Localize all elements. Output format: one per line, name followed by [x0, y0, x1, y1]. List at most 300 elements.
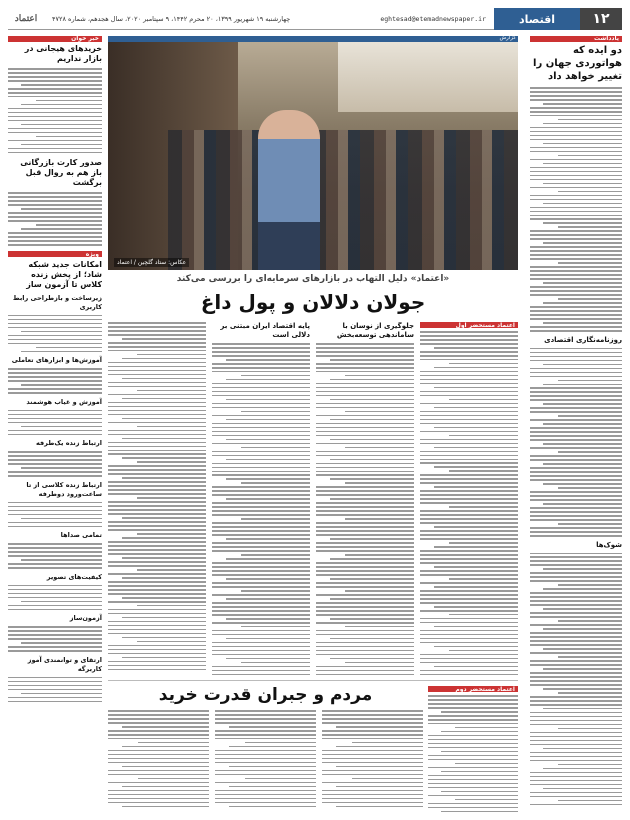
text-line — [8, 80, 102, 82]
text-line — [212, 407, 310, 409]
text-line — [543, 282, 622, 284]
text-line — [558, 155, 622, 157]
text-line — [530, 724, 622, 726]
text-line — [8, 339, 102, 341]
story-column-text — [428, 695, 518, 812]
text-line — [420, 482, 518, 484]
story-column — [212, 322, 310, 678]
story-column — [108, 322, 206, 678]
brief-subhead: آموزش و غیاب هوشمند — [26, 397, 102, 406]
text-line — [316, 670, 414, 672]
editorial-headline[interactable]: دو ایده که هواتوردی جهان را تغییر خواهد داد — [533, 45, 622, 82]
text-line — [420, 654, 518, 656]
text-line — [108, 722, 209, 724]
text-line — [212, 355, 310, 357]
text-line — [108, 465, 206, 467]
text-line — [336, 806, 423, 808]
text-line — [345, 626, 414, 628]
text-line — [316, 610, 414, 612]
text-line — [530, 199, 622, 201]
text-line — [226, 419, 310, 421]
text-line — [543, 503, 622, 505]
text-line — [543, 143, 622, 145]
text-line — [530, 475, 622, 477]
brief-headline-2[interactable]: صدور کارت بازرگانی باز هم به روال قبل برگشت — [20, 158, 102, 188]
photo-foreground-figure — [258, 110, 320, 270]
text-line — [420, 455, 518, 457]
text-line — [345, 518, 414, 520]
section-label[interactable]: اقتصاد — [494, 8, 580, 30]
text-line — [316, 363, 414, 365]
text-line — [322, 774, 423, 776]
text-line — [212, 363, 310, 365]
text-line — [137, 497, 206, 499]
text-line — [241, 375, 310, 377]
text-line — [316, 486, 414, 488]
text-line — [212, 630, 310, 632]
text-line — [36, 136, 102, 138]
text-line — [530, 167, 622, 169]
text-line — [21, 144, 102, 146]
text-line — [434, 486, 518, 488]
text-line — [36, 224, 102, 226]
text-line — [530, 207, 622, 209]
text-line — [8, 626, 102, 628]
text-line — [543, 768, 622, 770]
text-line — [8, 128, 102, 130]
brief-subhead: آموزش‌ها و ابزارهای تعاملی — [11, 356, 102, 365]
text-line — [530, 572, 622, 574]
text-line — [530, 672, 622, 674]
text-line — [330, 658, 414, 660]
text-line — [212, 602, 310, 604]
text-line — [8, 132, 102, 134]
text-line — [215, 710, 316, 712]
text-line — [8, 388, 102, 390]
text-line — [530, 195, 622, 197]
story-section-label: اعتماد مستحضر دوم — [455, 686, 515, 693]
text-line — [530, 740, 622, 742]
brief-subsection-body — [8, 410, 102, 436]
text-line — [8, 200, 102, 202]
text-line — [122, 806, 209, 808]
text-line — [530, 294, 622, 296]
text-line — [558, 298, 622, 300]
text-line — [420, 343, 518, 345]
text-line — [530, 107, 622, 109]
text-line — [316, 514, 414, 516]
text-line — [543, 222, 622, 224]
text-line — [8, 368, 102, 370]
text-line — [8, 585, 102, 587]
text-line — [530, 467, 622, 469]
text-line — [229, 806, 316, 808]
text-line — [558, 487, 622, 489]
text-line — [21, 384, 102, 386]
text-line — [530, 439, 622, 441]
text-line — [558, 226, 622, 228]
text-line — [122, 477, 206, 479]
text-line — [212, 642, 310, 644]
text-line — [558, 262, 622, 264]
text-line — [322, 734, 423, 736]
brief-subhead: کیفیت‌های تصویر — [46, 572, 102, 581]
text-line — [8, 514, 102, 516]
text-line — [212, 674, 310, 676]
brief-subhead: ارتباط زنده یک‌طرفه — [35, 439, 102, 448]
text-line — [316, 494, 414, 496]
text-line — [420, 331, 518, 333]
text-line — [530, 218, 622, 220]
text-line — [530, 804, 622, 806]
text-line — [530, 604, 622, 606]
report-tag-label: گزارش — [499, 35, 516, 41]
text-line — [8, 108, 102, 110]
text-line — [8, 148, 102, 150]
text-line — [212, 423, 310, 425]
text-line — [108, 346, 206, 348]
text-line — [108, 406, 206, 408]
text-line — [543, 483, 622, 485]
text-line — [229, 786, 316, 788]
text-line — [434, 626, 518, 628]
text-line — [530, 720, 622, 722]
text-line — [21, 228, 102, 230]
text-line — [108, 782, 209, 784]
text-line — [8, 244, 102, 246]
text-line — [530, 215, 622, 217]
text-line — [108, 446, 206, 448]
text-line — [212, 395, 310, 397]
text-line — [345, 482, 414, 484]
text-line — [8, 650, 102, 652]
text-line — [449, 470, 518, 472]
text-line — [108, 501, 206, 503]
photo-crowd — [168, 130, 518, 270]
text-line — [420, 530, 518, 532]
text-line — [316, 403, 414, 405]
right-column — [530, 36, 622, 812]
text-line — [108, 798, 209, 800]
text-line — [530, 314, 622, 316]
text-line — [434, 666, 518, 668]
text-line — [530, 700, 622, 702]
text-line — [212, 343, 310, 345]
text-line — [530, 479, 622, 481]
text-line — [8, 96, 102, 98]
text-line — [226, 379, 310, 381]
text-line — [212, 546, 310, 548]
text-line — [137, 461, 206, 463]
text-line — [8, 376, 102, 378]
text-line — [212, 502, 310, 504]
text-line — [122, 418, 206, 420]
text-line — [137, 605, 206, 607]
story-column-text — [212, 343, 310, 678]
text-line — [8, 522, 102, 524]
text-line — [108, 386, 206, 388]
text-line — [108, 545, 206, 547]
text-line — [420, 351, 518, 353]
text-line — [316, 383, 414, 385]
text-line — [215, 730, 316, 732]
text-line — [245, 778, 316, 780]
text-line — [108, 669, 206, 671]
text-line — [420, 594, 518, 596]
text-line — [108, 649, 206, 651]
text-line — [8, 455, 102, 457]
photo-sky — [338, 42, 518, 112]
text-line — [108, 758, 209, 760]
text-line — [138, 742, 209, 744]
text-line — [530, 776, 622, 778]
text-line — [530, 600, 622, 602]
text-line — [543, 628, 622, 630]
text-line — [420, 562, 518, 564]
text-line — [108, 613, 206, 615]
text-line — [138, 778, 209, 780]
text-line — [543, 183, 622, 185]
text-line — [330, 399, 414, 401]
text-line — [8, 196, 102, 198]
text-line — [316, 502, 414, 504]
text-line — [212, 586, 310, 588]
brief-subsection-body — [8, 543, 102, 569]
text-line — [530, 495, 622, 497]
text-line — [108, 754, 209, 756]
text-line — [420, 459, 518, 461]
text-line — [420, 355, 518, 357]
story-column — [108, 710, 209, 814]
text-line — [449, 542, 518, 544]
text-line — [428, 779, 518, 781]
editorial-subhead-2: شوک‌ها — [596, 540, 622, 549]
text-line — [108, 521, 206, 523]
text-line — [8, 551, 102, 553]
brief-subsection-body — [8, 451, 102, 477]
text-line — [420, 335, 518, 337]
text-line — [8, 634, 102, 636]
text-line — [530, 131, 622, 133]
main-story-body — [108, 322, 518, 678]
text-line — [434, 646, 518, 648]
second-story-title[interactable]: مردم و جبران قدرت خرید — [158, 685, 373, 705]
text-line — [8, 475, 102, 477]
text-line — [108, 645, 206, 647]
story-column-text — [420, 331, 518, 678]
brief-headline-3[interactable]: امکانات جدید شبکه شاد؛ از پخش زنده کلاس تا آزمون ساز — [26, 259, 102, 289]
text-line — [212, 471, 310, 473]
text-line — [212, 391, 310, 393]
text-line — [316, 534, 414, 536]
text-line — [8, 589, 102, 591]
text-line — [108, 434, 206, 436]
text-line — [8, 212, 102, 214]
text-line — [241, 482, 310, 484]
text-line — [558, 800, 622, 802]
text-line — [530, 250, 622, 252]
text-line — [543, 123, 622, 125]
editorial-body-c — [530, 553, 622, 806]
text-line — [530, 511, 622, 513]
text-line — [215, 762, 316, 764]
text-line — [212, 634, 310, 636]
brief-subhead: ارتقای و توانمندی آموز کاربرگه — [27, 655, 102, 673]
text-line — [215, 798, 316, 800]
text-line — [420, 490, 518, 492]
text-line — [316, 570, 414, 572]
text-line — [530, 636, 622, 638]
main-title[interactable]: جولان دلالان و پول داغ — [200, 290, 426, 314]
text-line — [8, 463, 102, 465]
text-line — [420, 518, 518, 520]
text-line — [322, 754, 423, 756]
text-line — [543, 748, 622, 750]
text-line — [122, 657, 206, 659]
text-line — [530, 135, 622, 137]
text-line — [21, 351, 102, 353]
text-line — [8, 372, 102, 374]
text-line — [428, 783, 518, 785]
text-line — [530, 784, 622, 786]
text-line — [122, 438, 206, 440]
story-section-label: اعتماد مستحضر اول — [455, 322, 515, 329]
text-line — [322, 738, 423, 740]
text-line — [530, 411, 622, 413]
text-line — [108, 481, 206, 483]
text-line — [137, 354, 206, 356]
text-line — [108, 774, 209, 776]
text-line — [543, 403, 622, 405]
text-line — [8, 555, 102, 557]
story-column — [428, 686, 518, 814]
text-line — [108, 549, 206, 551]
story-column-text — [108, 710, 209, 807]
text-line — [137, 641, 206, 643]
text-line — [330, 558, 414, 560]
text-line — [530, 553, 622, 555]
text-line — [212, 506, 310, 508]
text-line — [345, 411, 414, 413]
text-line — [108, 382, 206, 384]
text-line — [215, 718, 316, 720]
text-line — [212, 427, 310, 429]
text-line — [316, 562, 414, 564]
text-line — [530, 372, 622, 374]
text-line — [530, 732, 622, 734]
text-line — [530, 87, 622, 89]
text-line — [530, 399, 622, 401]
left-column — [8, 36, 102, 812]
text-line — [8, 414, 102, 416]
text-line — [241, 626, 310, 628]
text-line — [530, 419, 622, 421]
main-photo[interactable] — [108, 42, 518, 270]
text-line — [36, 100, 102, 102]
text-line — [530, 395, 622, 397]
text-line — [530, 99, 622, 101]
brief-subhead: تمامی صداها — [60, 531, 102, 540]
text-line — [8, 68, 102, 70]
text-line — [108, 710, 209, 712]
text-line — [530, 139, 622, 141]
text-line — [108, 489, 206, 491]
text-line — [122, 398, 206, 400]
text-line — [543, 668, 622, 670]
text-line — [428, 767, 518, 769]
text-line — [420, 415, 518, 417]
text-line — [8, 335, 102, 337]
text-line — [558, 380, 622, 382]
text-line — [434, 566, 518, 568]
text-line — [8, 112, 102, 114]
text-line — [530, 644, 622, 646]
text-line — [441, 791, 518, 793]
text-line — [8, 343, 102, 345]
text-line — [558, 728, 622, 730]
text-line — [108, 485, 206, 487]
text-line — [530, 391, 622, 393]
text-line — [316, 506, 414, 508]
text-line — [530, 756, 622, 758]
text-line — [441, 771, 518, 773]
text-line — [322, 750, 423, 752]
text-line — [108, 790, 209, 792]
text-line — [122, 786, 209, 788]
text-line — [543, 648, 622, 650]
text-line — [530, 680, 622, 682]
text-line — [558, 584, 622, 586]
text-line — [108, 493, 206, 495]
text-line — [322, 758, 423, 760]
text-line — [8, 609, 102, 611]
text-line — [322, 770, 423, 772]
brief-headline-1[interactable]: خریدهای هیجانی در بازار نداریم — [24, 44, 102, 63]
text-line — [428, 715, 518, 717]
text-line — [122, 597, 206, 599]
text-line — [316, 490, 414, 492]
text-line — [212, 622, 310, 624]
text-line — [316, 395, 414, 397]
text-line — [530, 527, 622, 529]
text-line — [229, 726, 316, 728]
text-line — [108, 734, 209, 736]
text-line — [428, 699, 518, 701]
section-email[interactable]: eghtesad@etemadnewspaper.ir — [380, 14, 486, 23]
text-line — [558, 656, 622, 658]
text-line — [8, 116, 102, 118]
text-line — [316, 351, 414, 353]
text-line — [530, 286, 622, 288]
text-line — [345, 590, 414, 592]
text-line — [434, 466, 518, 468]
text-line — [316, 586, 414, 588]
text-line — [530, 368, 622, 370]
text-line — [316, 542, 414, 544]
text-line — [229, 766, 316, 768]
text-line — [530, 310, 622, 312]
text-line — [316, 582, 414, 584]
text-line — [8, 685, 102, 687]
story-column — [420, 322, 518, 678]
text-line — [316, 630, 414, 632]
text-line — [137, 533, 206, 535]
text-line — [108, 585, 206, 587]
text-line — [420, 423, 518, 425]
text-line — [530, 318, 622, 320]
text-line — [316, 602, 414, 604]
text-line — [8, 597, 102, 599]
